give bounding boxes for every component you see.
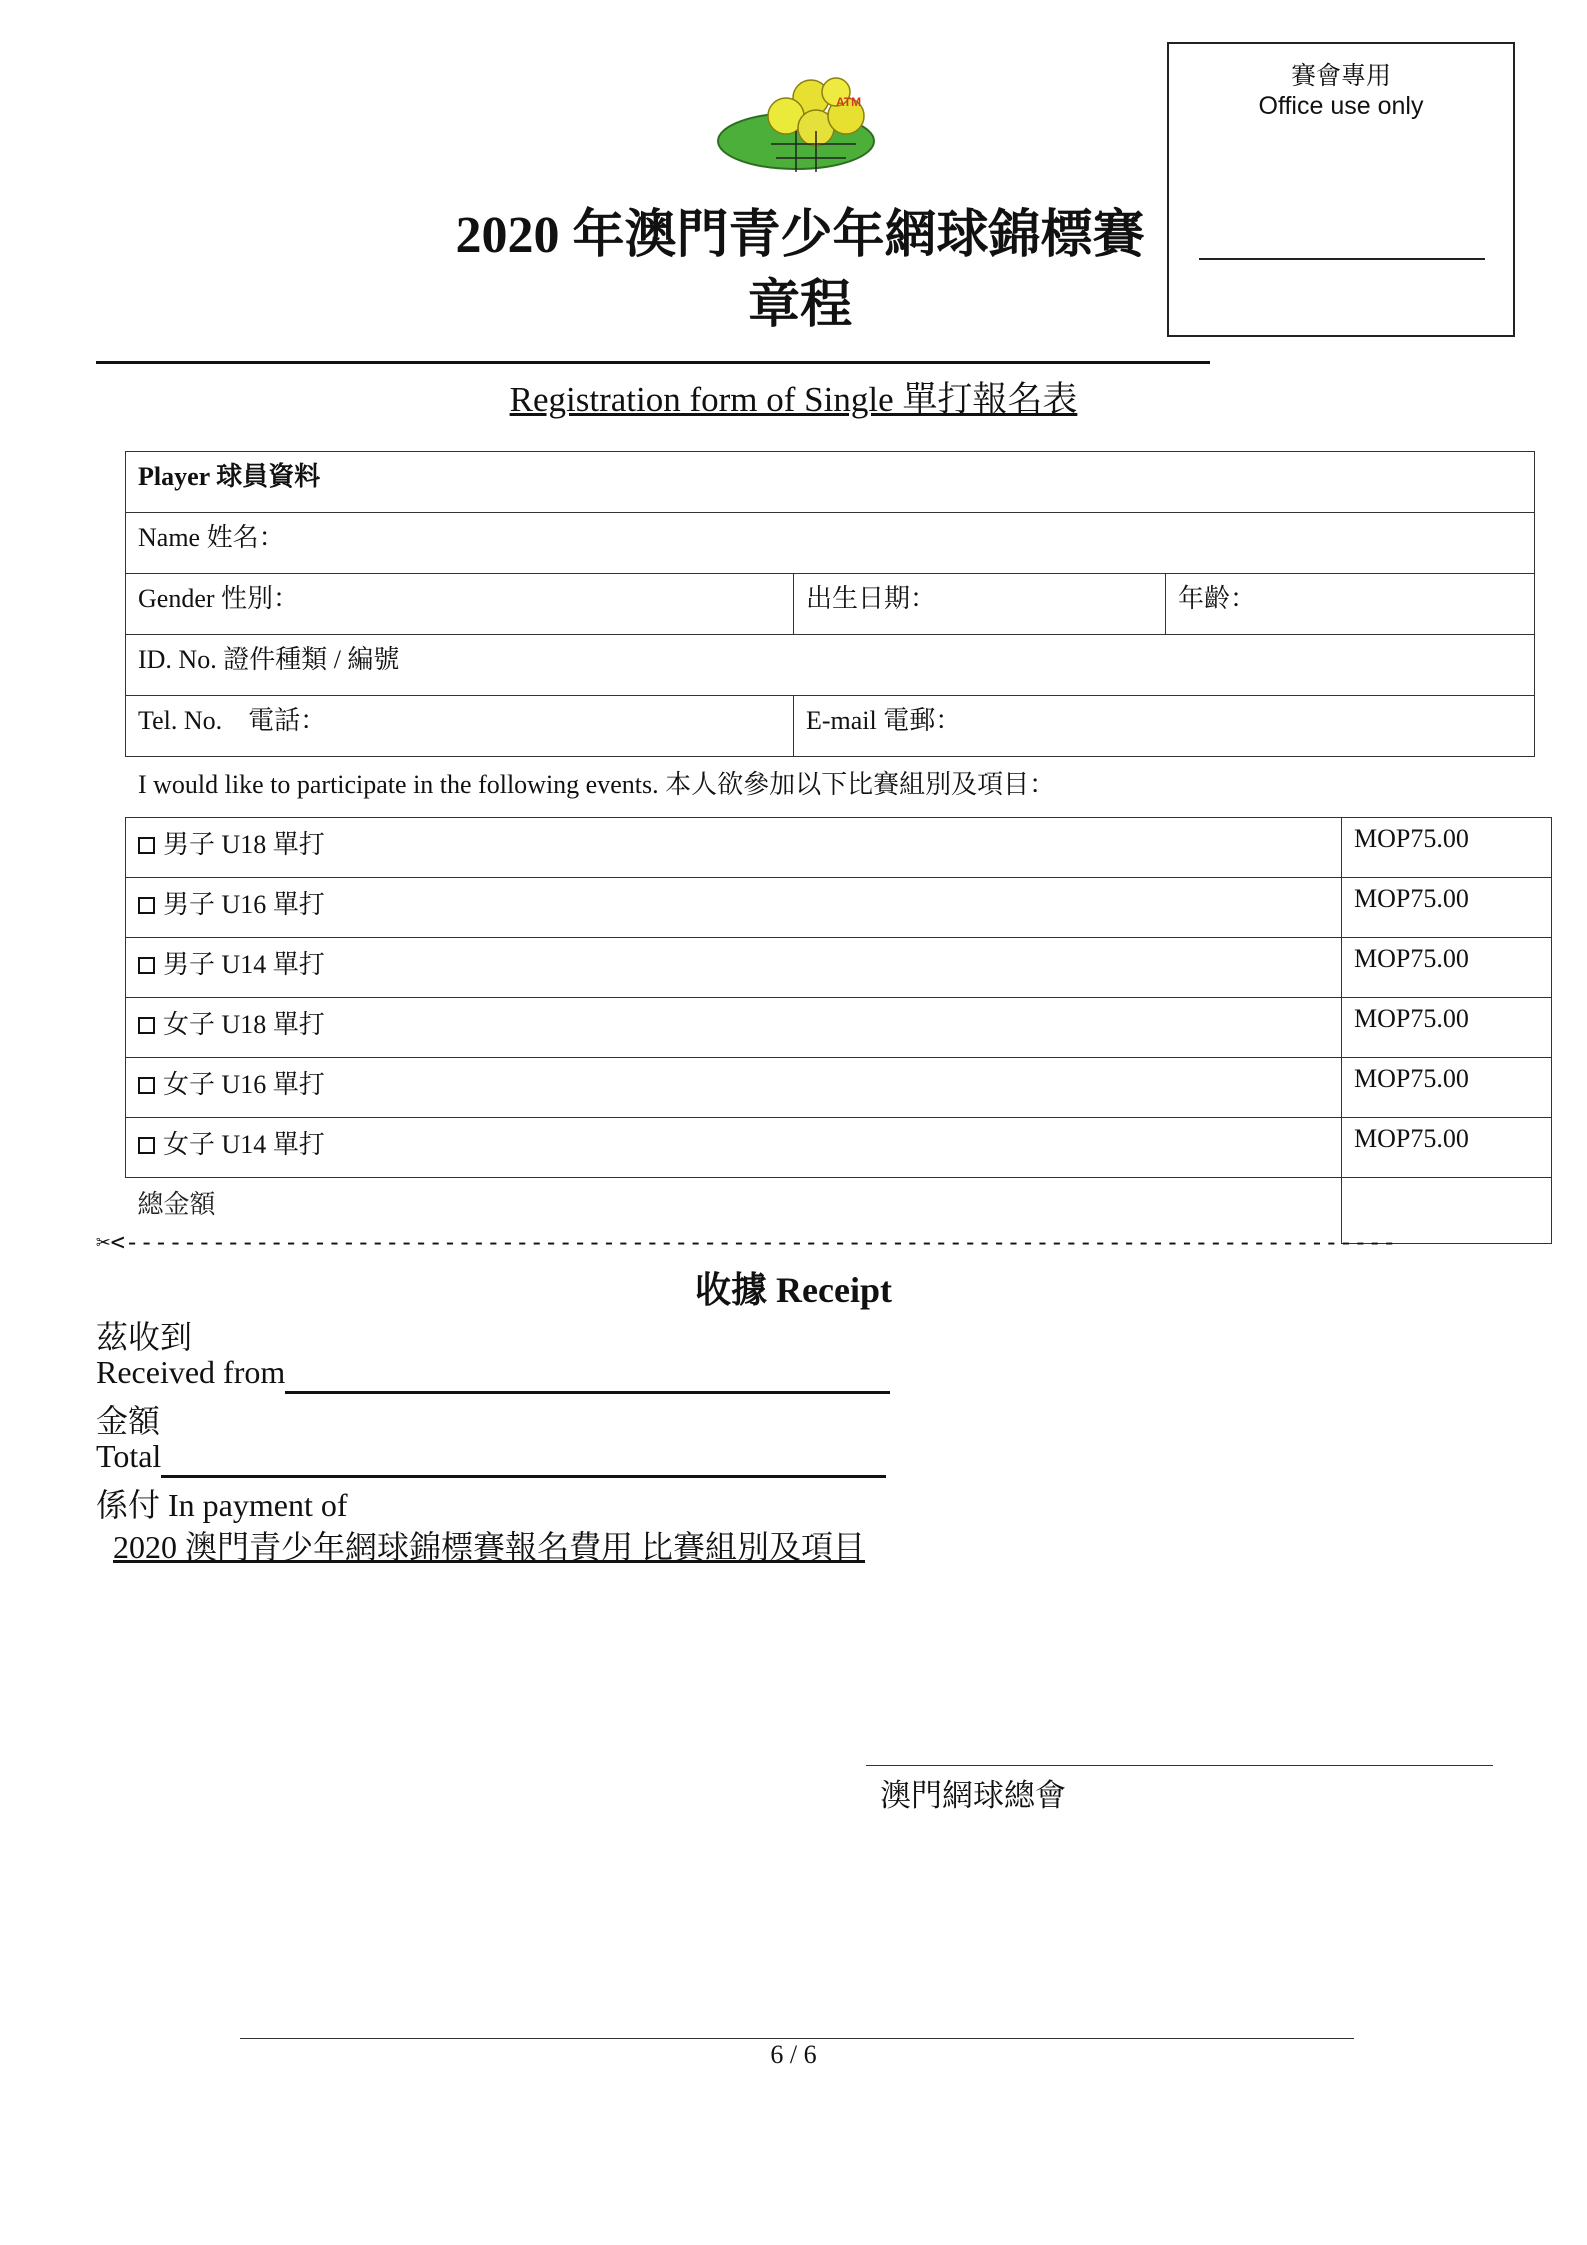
age-field[interactable]: 年齡： bbox=[1166, 574, 1535, 635]
form-title bbox=[0, 372, 1587, 422]
receipt-total-blank[interactable] bbox=[161, 1438, 886, 1478]
player-header: Player 球員資料 bbox=[126, 452, 1535, 513]
event-row bbox=[126, 1118, 1552, 1178]
checkbox-icon[interactable] bbox=[138, 1017, 155, 1034]
event-label: 男子 U16 單打 bbox=[163, 890, 325, 919]
received-from-label: Received from bbox=[96, 1354, 286, 1390]
signature-line bbox=[866, 1765, 1493, 1766]
event-option[interactable] bbox=[126, 818, 1342, 878]
receipt-total-row bbox=[96, 1438, 886, 1478]
document-title: 2020 年澳門青少年網球錦標賽 bbox=[455, 207, 1145, 264]
received-from-row bbox=[96, 1354, 890, 1394]
id-field[interactable]: ID. No. 證件種類 / 編號 bbox=[126, 635, 1535, 696]
event-option[interactable] bbox=[126, 998, 1342, 1058]
event-fee: MOP75.00 bbox=[1342, 1118, 1552, 1178]
payment-label: 係付 In payment of bbox=[96, 1487, 348, 1523]
form-title-text: Registration form of Single 單打報名表 bbox=[509, 380, 1078, 419]
event-row bbox=[126, 878, 1552, 938]
participate-statement: I would like to participate in the following events. 本人欲參加以下比賽組別及項目： bbox=[138, 770, 1056, 799]
name-field[interactable]: Name 姓名： bbox=[126, 513, 1535, 574]
event-fee: MOP75.00 bbox=[1342, 878, 1552, 938]
event-label: 女子 U18 單打 bbox=[163, 1010, 325, 1039]
event-option[interactable] bbox=[126, 1118, 1342, 1178]
receipt-title: 收據 Receipt bbox=[695, 1270, 892, 1310]
checkbox-icon[interactable] bbox=[138, 957, 155, 974]
document-subtitle: 章程 bbox=[747, 277, 852, 334]
page-number: 6 / 6 bbox=[770, 2040, 817, 2069]
total-label: 總金額 bbox=[137, 1190, 216, 1219]
event-label: 男子 U18 單打 bbox=[163, 830, 325, 859]
email-field[interactable]: E-mail 電郵： bbox=[794, 696, 1535, 757]
event-option[interactable] bbox=[126, 878, 1342, 938]
svg-text:ATM: ATM bbox=[836, 95, 862, 109]
title-divider bbox=[96, 361, 1210, 364]
signature-organization: 澳門網球總會 bbox=[880, 1778, 1066, 1813]
event-label: 女子 U14 單打 bbox=[163, 1130, 325, 1159]
event-label: 女子 U16 單打 bbox=[163, 1070, 325, 1099]
gender-field[interactable]: Gender 性別： bbox=[126, 574, 794, 635]
player-info-table bbox=[125, 451, 1535, 757]
payment-detail: 2020 澳門青少年網球錦標賽報名費用 比賽組別及項目 bbox=[113, 1529, 866, 1565]
office-use-box bbox=[1167, 42, 1515, 337]
dob-field[interactable]: 出生日期： bbox=[794, 574, 1166, 635]
total-label-zh: 金額 bbox=[96, 1403, 161, 1439]
association-logo bbox=[716, 76, 886, 176]
event-label: 男子 U14 單打 bbox=[163, 950, 325, 979]
event-option[interactable] bbox=[126, 1058, 1342, 1118]
office-use-label-zh: 賽會專用 bbox=[1290, 61, 1391, 90]
checkbox-icon[interactable] bbox=[138, 1137, 155, 1154]
office-use-blank-line bbox=[1199, 258, 1485, 260]
event-row bbox=[126, 938, 1552, 998]
event-fee: MOP75.00 bbox=[1342, 818, 1552, 878]
event-fee: MOP75.00 bbox=[1342, 998, 1552, 1058]
event-row bbox=[126, 998, 1552, 1058]
received-from-blank[interactable] bbox=[285, 1354, 890, 1394]
event-option[interactable] bbox=[126, 938, 1342, 998]
cut-line: ✂<---------------------------------------------------------------------------------------- bbox=[96, 1228, 1397, 1256]
checkbox-icon[interactable] bbox=[138, 837, 155, 854]
footer-divider bbox=[240, 2038, 1354, 2039]
received-label-zh: 茲收到 bbox=[96, 1319, 193, 1355]
event-fee: MOP75.00 bbox=[1342, 938, 1552, 998]
event-row bbox=[126, 1058, 1552, 1118]
receipt-total-label: Total bbox=[96, 1438, 162, 1474]
tel-field[interactable]: Tel. No. 電話： bbox=[126, 696, 794, 757]
event-row bbox=[126, 818, 1552, 878]
office-use-label-en: Office use only bbox=[1258, 92, 1424, 120]
checkbox-icon[interactable] bbox=[138, 897, 155, 914]
events-table bbox=[125, 817, 1552, 1244]
checkbox-icon[interactable] bbox=[138, 1077, 155, 1094]
event-fee: MOP75.00 bbox=[1342, 1058, 1552, 1118]
